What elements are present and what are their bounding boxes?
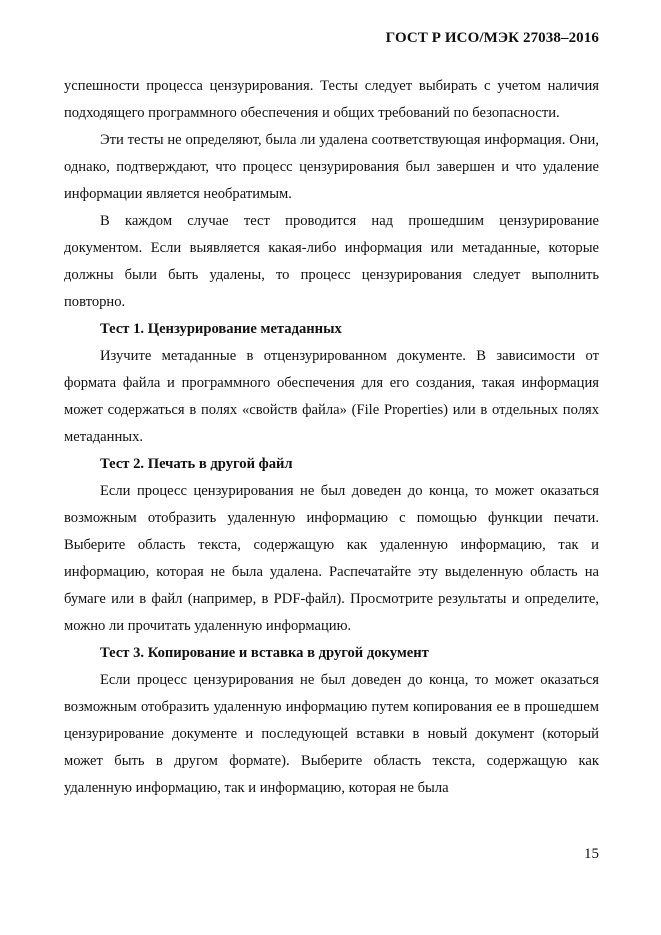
body-paragraph: Эти тесты не определяют, была ли удалена соответствующая информация. Они, однако, подтверждают, что процесс цензурирования был завершен и что удаление информации является необратимым. bbox=[64, 132, 599, 202]
section-heading: Тест 2. Печать в другой файл bbox=[100, 456, 293, 472]
section-heading: Тест 3. Копирование и вставка в другой документ bbox=[100, 645, 429, 661]
document-body bbox=[64, 73, 599, 802]
body-paragraph: Если процесс цензурирования не был доведен до конца, то может оказаться возможным отобразить удаленную информацию с помощью функции печати. Выберите область текста, содержащую как удаленную информацию, так и информацию, которая не была удалена. Распечатайте эту выделенную область на бумаге или в файл (например, в PDF-файл). Просмотрите результаты и определите, можно ли прочитать удаленную информацию. bbox=[64, 483, 599, 634]
page-number: 15 bbox=[584, 846, 599, 862]
body-paragraph: успешности процесса цензурирования. Тесты следует выбирать с учетом наличия подходящего программного обеспечения и общих требований по безопасности. bbox=[64, 78, 599, 121]
section-heading: Тест 1. Цензурирование метаданных bbox=[100, 321, 342, 337]
body-paragraph: Если процесс цензурирования не был доведен до конца, то может оказаться возможным отобразить удаленную информацию путем копирования ее в прошедшем цензурирование документе и последующей вставки в новый документ (который может быть в другом формате). Выберите область текста, содержащую как удаленную информацию, так и информацию, которая не была bbox=[64, 672, 599, 796]
body-paragraph: Изучите метаданные в отцензурированном документе. В зависимости от формата файла и программного обеспечения для его создания, такая информация может содержаться в полях «свойств файла» (File Properties) или в отдельных полях метаданных. bbox=[64, 348, 599, 445]
body-paragraph: В каждом случае тест проводится над прошедшим цензурирование документом. Если выявляется какая-либо информация или метаданные, которые должны были быть удалены, то процесс цензурирования следует выполнить повторно. bbox=[64, 213, 599, 310]
standard-header: ГОСТ Р ИСО/МЭК 27038–2016 bbox=[385, 30, 599, 46]
